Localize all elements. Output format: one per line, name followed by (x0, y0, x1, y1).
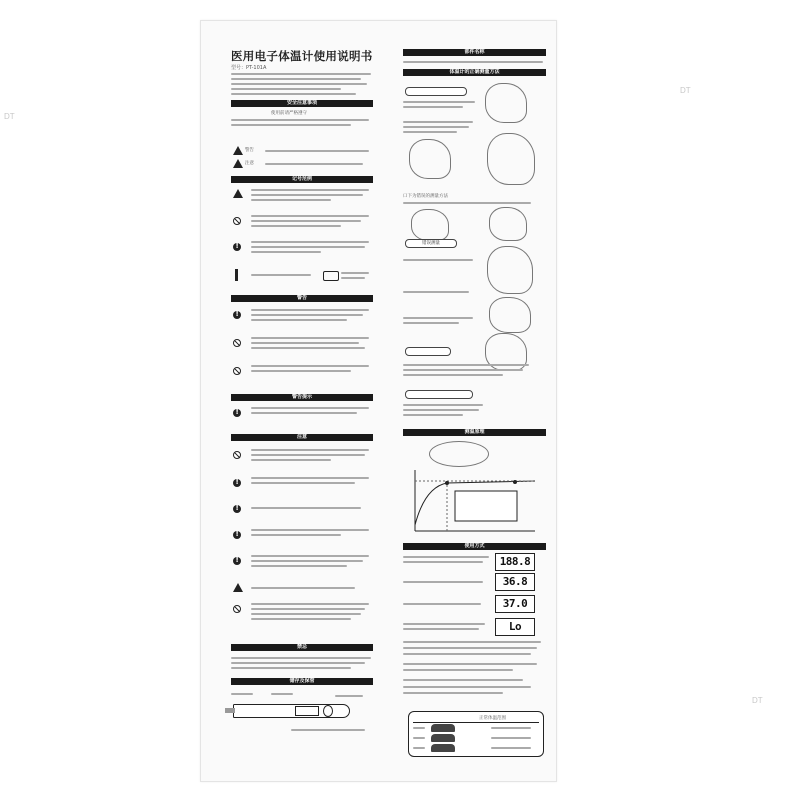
lcd-result: 37.0 (495, 595, 535, 613)
text-line (231, 78, 361, 80)
text-line (251, 246, 365, 248)
marker-end (513, 480, 517, 484)
divider (413, 722, 539, 723)
mandatory-icon (233, 557, 241, 565)
section-warning-header: 警告 (231, 295, 373, 302)
marker-start (445, 481, 449, 485)
mandatory-icon (233, 531, 241, 539)
text-line (491, 727, 531, 729)
text-line (251, 309, 369, 311)
text-line (403, 414, 463, 416)
text-line (413, 747, 425, 749)
person-icon (235, 269, 238, 281)
section-notice-header: 警告提示 (231, 394, 373, 401)
lcd-reading: 36.8 (495, 573, 535, 591)
text-line (251, 189, 369, 191)
text-line (491, 737, 531, 739)
wrong-tag: 错误测量 (405, 239, 457, 248)
reference-table (408, 711, 544, 757)
text-line (403, 679, 523, 681)
text-line (251, 555, 369, 557)
mandatory-icon (233, 243, 241, 251)
text-line (251, 251, 321, 253)
text-line (403, 126, 469, 128)
text-line (251, 347, 365, 349)
text-line (251, 365, 369, 367)
text-line (251, 314, 363, 316)
arm-sketch (409, 139, 451, 179)
section-contraindication-header: 禁忌 (231, 644, 373, 651)
section-usage-header: 使用方式 (403, 543, 546, 550)
section-symbols-header: 记号范例 (231, 176, 373, 183)
warning-icon (233, 146, 243, 155)
text-line (251, 459, 331, 461)
text-line (403, 686, 531, 688)
text-line (251, 337, 369, 339)
text-line (231, 93, 356, 95)
mandatory-icon (233, 409, 241, 417)
text-line (403, 291, 469, 293)
text-line (251, 215, 369, 217)
prohibited-icon (233, 605, 241, 613)
text-line (231, 124, 351, 126)
principle-bubble (429, 441, 489, 467)
temperature-curve (405, 465, 543, 537)
lcd-low: Lo (495, 618, 535, 636)
text-line (403, 121, 473, 123)
text-line (403, 653, 531, 655)
mandatory-icon (233, 311, 241, 319)
text-line (403, 374, 503, 376)
text-line (231, 657, 371, 659)
mandatory-icon (233, 479, 241, 487)
text-line (251, 449, 369, 451)
text-line (491, 747, 531, 749)
text-line (403, 322, 459, 324)
text-line (251, 560, 363, 562)
prohibited-icon (233, 339, 241, 347)
oral-sketch (487, 246, 533, 294)
section-parts-header: 部件名称 (403, 49, 546, 56)
body-site-icon (431, 744, 455, 752)
text-line (251, 220, 361, 222)
mark-caution-label: 注意 (245, 161, 254, 166)
prohibited-icon (233, 451, 241, 459)
text-line (403, 369, 523, 371)
text-line (403, 581, 483, 583)
prohibited-icon (233, 217, 241, 225)
watermark-left: DT (4, 112, 15, 121)
text-line (251, 370, 351, 372)
body-site-icon (431, 734, 455, 742)
text-line (403, 603, 481, 605)
text-line (403, 404, 483, 406)
text-line (251, 482, 355, 484)
hazard-icon (233, 583, 243, 592)
method-tag (405, 87, 467, 96)
text-line (403, 623, 485, 625)
text-line (251, 342, 359, 344)
text-line (403, 131, 457, 133)
text-line (251, 412, 357, 414)
thermometer-tip (225, 708, 235, 713)
text-line (403, 317, 473, 319)
watermark-top-right: DT (680, 86, 691, 95)
section-principle-header: 测温原理 (403, 429, 546, 436)
model-number: 型号：PT-101A (231, 65, 267, 71)
text-line (403, 202, 531, 204)
text-line (403, 628, 479, 630)
text-line (251, 241, 369, 243)
power-button (323, 705, 333, 717)
text-line (291, 729, 365, 731)
watermark-bottom-right: DT (752, 696, 763, 705)
caution-icon (233, 159, 243, 168)
text-line (231, 88, 341, 90)
body-site-icon (431, 724, 455, 732)
text-line (251, 587, 355, 589)
text-line (251, 407, 369, 409)
text-line (251, 194, 363, 196)
text-line (251, 274, 311, 276)
mandatory-icon (233, 505, 241, 513)
text-line (251, 477, 369, 479)
text-line (231, 693, 253, 695)
text-line (251, 454, 365, 456)
text-line (403, 364, 529, 366)
text-line (251, 608, 365, 610)
text-line (403, 61, 543, 63)
text-line (403, 259, 473, 261)
text-line (251, 613, 361, 615)
wrong-method-heading: 口下为错误的测量方法 (403, 194, 448, 199)
text-line (403, 106, 463, 108)
text-line (265, 150, 369, 152)
text-line (251, 225, 341, 227)
section-storage-header: 储存及保管 (231, 678, 373, 685)
text-line (403, 692, 503, 694)
text-line (403, 561, 483, 563)
section-safety-header: 安全注意事项 (231, 100, 373, 107)
text-line (403, 647, 537, 649)
text-line (265, 163, 363, 165)
text-line (231, 83, 367, 85)
text-line (231, 662, 365, 664)
text-line (413, 737, 425, 739)
text-line (403, 669, 513, 671)
text-line (251, 618, 351, 620)
text-line (251, 565, 347, 567)
thermometer-display (295, 706, 319, 716)
text-line (335, 695, 363, 697)
text-line (341, 277, 365, 279)
text-line (251, 199, 331, 201)
body-sketch (487, 133, 535, 185)
rectal-tag (405, 347, 451, 356)
lcd-self-test: 188.8 (495, 553, 535, 571)
text-line (251, 319, 347, 321)
text-line (231, 119, 369, 121)
text-line (403, 641, 541, 643)
text-line (231, 667, 351, 669)
mark-warning-label: 警告 (245, 148, 254, 153)
section-method-header: 体温计的正确测量方法 (403, 69, 546, 76)
text-line (251, 529, 369, 531)
text-line (251, 534, 341, 536)
notice-tag (405, 390, 473, 399)
text-line (271, 693, 293, 695)
subtitle: 使用前请严格遵守 (271, 111, 307, 116)
text-line (231, 73, 371, 75)
text-line (341, 272, 369, 274)
reference-title: 正常体温范围 (479, 716, 506, 721)
text-line (403, 556, 489, 558)
armpit-sketch (485, 83, 527, 123)
explanation-box (455, 491, 517, 521)
page-title: 医用电子体温计使用说明书 (231, 49, 373, 63)
hand-sketch (489, 297, 531, 333)
wrong-sketch-1 (411, 209, 449, 241)
text-line (403, 409, 479, 411)
wrong-sketch-2 (489, 207, 527, 241)
text-line (403, 101, 475, 103)
device-icon (323, 271, 339, 281)
text-line (251, 507, 361, 509)
prohibited-icon (233, 367, 241, 375)
text-line (251, 603, 369, 605)
text-line (413, 727, 425, 729)
section-caution-header: 注意 (231, 434, 373, 441)
text-line (403, 663, 537, 665)
hazard-icon (233, 189, 243, 198)
manual-sheet (200, 20, 557, 782)
